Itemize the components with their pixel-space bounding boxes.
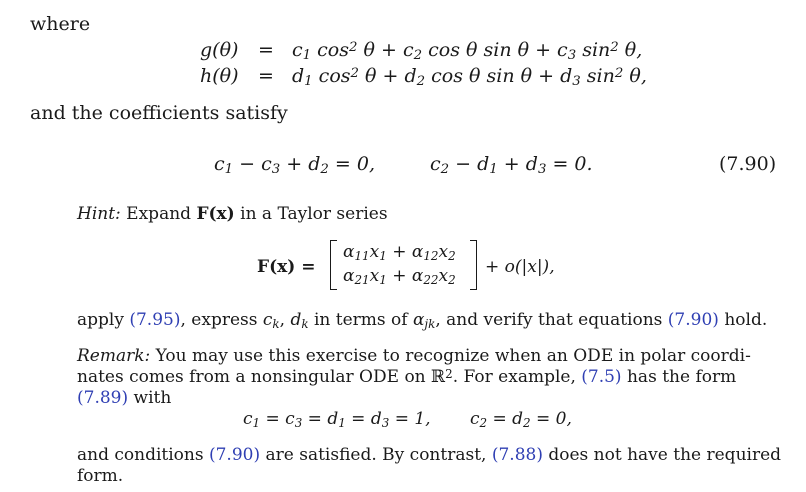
coeff-equation-2: $c_2 - d_1 + d_3 = 0$. bbox=[430, 153, 593, 178]
matrix-right-bracket bbox=[470, 240, 477, 290]
where-text: where bbox=[30, 13, 91, 35]
eq-g-rhs: $c_1$ $\cos^2 \theta + c_2$ cos θ $\sin \theta + c_3$ $\sin^2 \theta$, bbox=[292, 39, 643, 64]
equation-reference-link[interactable]: (7.95) bbox=[129, 310, 181, 330]
hint-line bbox=[77, 204, 388, 224]
final-line-2: form. bbox=[77, 466, 124, 486]
eq-g-equals: = bbox=[258, 39, 274, 61]
apply-line: apply (7.95), express $c_k$, $d_k$ in terms of $\alpha_{jk}$, and verify that equations (7.90) hold. bbox=[77, 310, 768, 331]
final-line-1: and conditions (7.90) are satisfied. By contrast, (7.88) does not have the required bbox=[77, 445, 782, 465]
remark-label: Remark: bbox=[77, 346, 151, 366]
eq-h-lhs: h(θ) bbox=[200, 65, 239, 87]
equation-reference-link[interactable]: (7.90) bbox=[667, 310, 719, 330]
equation-reference-link[interactable]: (7.88) bbox=[491, 445, 543, 465]
taylor-rhs: + o(|x|), bbox=[485, 257, 555, 277]
matrix-left-bracket bbox=[330, 240, 337, 290]
eq-h-rhs: $d_1$ $\cos^2 \theta + d_2$ cos θ $\sin \theta + d_3$ $\sin^2 \theta$, bbox=[292, 65, 647, 90]
remark-line-1 bbox=[77, 346, 751, 366]
remark-line-1-text: You may use this exercise to recognize when an ODE in polar coordi- bbox=[150, 346, 751, 366]
eq-h-equals: = bbox=[258, 65, 274, 87]
equation-reference-link[interactable]: (7.90) bbox=[208, 445, 261, 465]
hint-text-before: Expand bbox=[120, 204, 197, 224]
coeff-equation-1: $c_1 - c_3 + d_2 = 0$, bbox=[214, 153, 376, 178]
remark-line-2: nates comes from a nonsingular ODE on ℝ$^2$. For example, (7.5) has the form bbox=[77, 366, 737, 387]
matrix-row-1: $\alpha_{11}x_1 + \alpha_{12}x_2$ bbox=[343, 242, 456, 263]
remark-ref-789[interactable]: (7.89) bbox=[77, 388, 129, 408]
eq-g-lhs: g(θ) bbox=[200, 39, 239, 61]
remark-line-3 bbox=[77, 388, 171, 408]
equation-number: (7.90) bbox=[719, 153, 777, 175]
equation-reference-link[interactable]: (7.5) bbox=[581, 367, 622, 387]
hint-text-after: in a Taylor series bbox=[234, 204, 388, 224]
taylor-lhs: F(x) = bbox=[257, 257, 316, 277]
example-equation-2: $c_2 = d_2 = 0$, bbox=[470, 409, 572, 430]
matrix-row-2: $\alpha_{21}x_1 + \alpha_{22}x_2$ bbox=[343, 266, 456, 287]
example-equation-1: $c_1 = c_3 = d_1 = d_3 = 1$, bbox=[243, 409, 431, 430]
hint-F: F(x) bbox=[196, 204, 235, 224]
coefficients-intro: and the coefficients satisfy bbox=[30, 102, 288, 124]
hint-label: Hint: bbox=[77, 204, 121, 224]
remark-line-3-text: with bbox=[128, 388, 172, 408]
